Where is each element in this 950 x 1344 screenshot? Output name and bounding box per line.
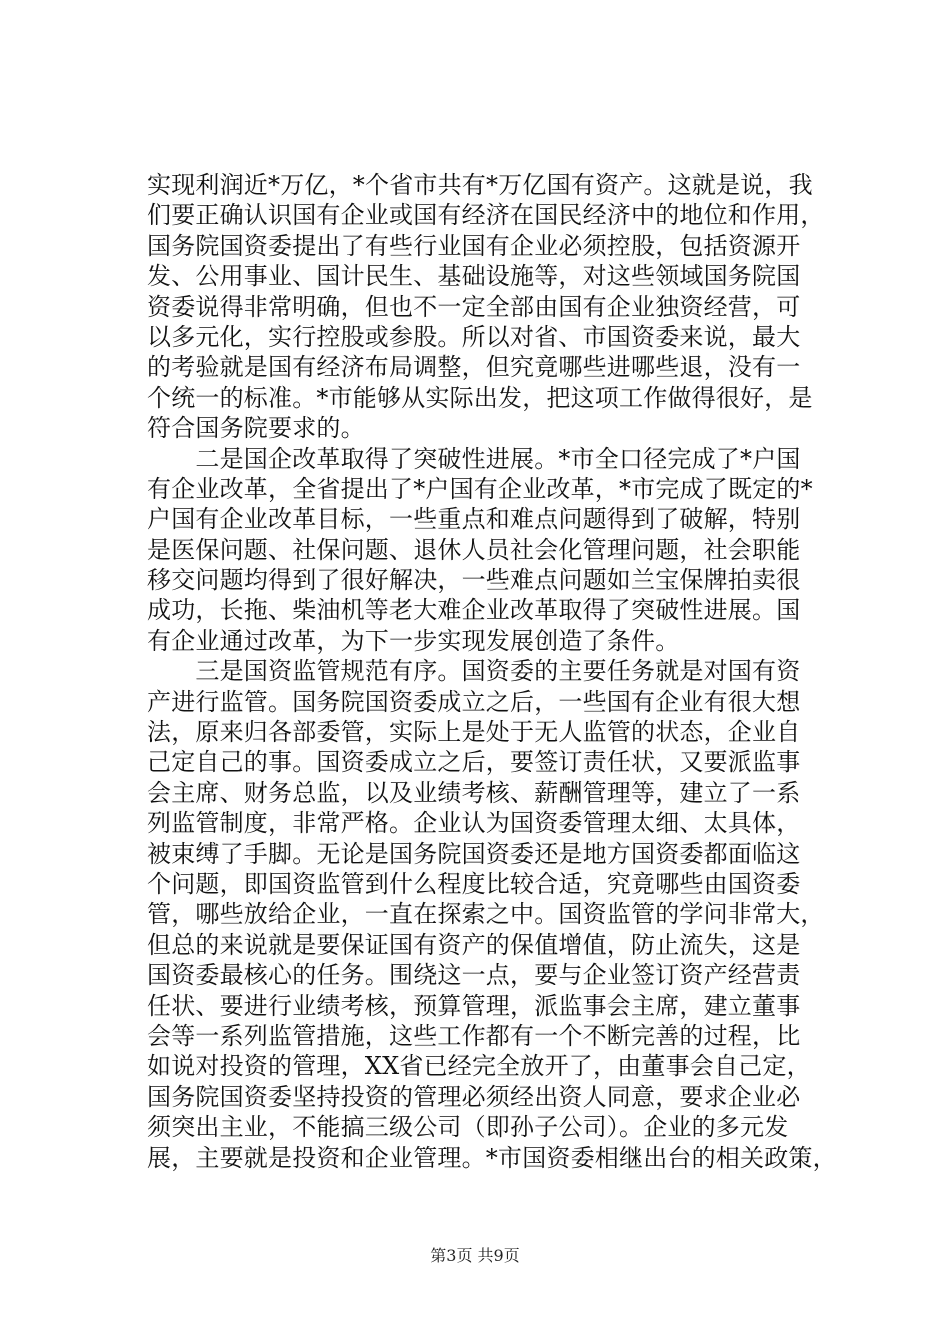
text-line: 如说对投资的管理，XX省已经完全放开了，由董事会自己定， — [147, 1052, 811, 1081]
text-line: 国务院国资委坚持投资的管理必须经出资人同意，要求企业必 — [147, 1082, 801, 1111]
text-line: 有企业通过改革，为下一步实现发展创造了条件。 — [147, 626, 680, 655]
text-line: 资委说得非常明确，但也不一定全部由国有企业独资经营，可 — [147, 292, 801, 321]
text-line: 会等一系列监管措施，这些工作都有一个不断完善的过程，比 — [147, 1021, 801, 1050]
body-text — [147, 170, 837, 1173]
text-line: 以多元化，实行控股或参股。所以对省、市国资委来说，最大 — [147, 322, 801, 351]
text-line: 但总的来说就是要保证国有资产的保值增值，防止流失，这是 — [147, 930, 801, 959]
text-line: 须突出主业，不能搞三级公司（即孙子公司）。企业的多元发 — [147, 1113, 789, 1142]
text-line: 个问题，即国资监管到什么程度比较合适，究竟哪些由国资委 — [147, 869, 801, 898]
text-line: 被束缚了手脚。无论是国务院国资委还是地方国资委都面临这 — [147, 839, 801, 868]
text-line: 国资委最核心的任务。围绕这一点，要与企业签订资产经营责 — [147, 961, 801, 990]
text-line: 法，原来归各部委管，实际上是处于无人监管的状态，企业自 — [147, 718, 801, 747]
text-line: 的考验就是国有经济布局调整，但究竟哪些进哪些退，没有一 — [147, 353, 801, 382]
text-line: 移交问题均得到了很好解决，一些难点问题如兰宝保牌拍卖很 — [147, 566, 801, 595]
text-line: 二是国企改革取得了突破性进展。*市全口径完成了*户国 — [147, 444, 801, 473]
text-line: 展，主要就是投资和企业管理。*市国资委相继出台的相关政策， — [147, 1143, 837, 1172]
text-line: 管，哪些放给企业，一直在探索之中。国资监管的学问非常大， — [147, 900, 825, 929]
page-number-footer: 第3页 共9页 — [430, 1246, 520, 1265]
text-line: 会主席、财务总监，以及业绩考核、薪酬管理等，建立了一系 — [147, 778, 801, 807]
text-line: 个统一的标准。*市能够从实际出发，把这项工作做得很好，是 — [147, 383, 813, 412]
text-line: 列监管制度，非常严格。企业认为国资委管理太细、太具体， — [147, 809, 801, 838]
text-line: 们要正确认识国有企业或国有经济在国民经济中的地位和作用， — [147, 201, 825, 230]
text-line: 任状、要进行业绩考核，预算管理，派监事会主席，建立董事 — [147, 991, 801, 1020]
text-line: 实现利润近*万亿，*个省市共有*万亿国有资产。这就是说，我 — [147, 171, 813, 199]
text-line: 国务院国资委提出了有些行业国有企业必须控股，包括资源开 — [147, 231, 801, 260]
text-line: 成功，长拖、柴油机等老大难企业改革取得了突破性进展。国 — [147, 596, 801, 625]
text-line: 符合国务院要求的。 — [147, 414, 365, 443]
text-line: 有企业改革，全省提出了*户国有企业改革，*市完成了既定的* — [147, 474, 813, 503]
text-line: 户国有企业改革目标，一些重点和难点问题得到了破解，特别 — [147, 505, 801, 534]
text-line: 己定自己的事。国资委成立之后，要签订责任状，又要派监事 — [147, 748, 801, 777]
text-line: 产进行监管。国务院国资委成立之后，一些国有企业有很大想 — [147, 687, 801, 716]
text-line: 发、公用事业、国计民生、基础设施等，对这些领域国务院国 — [147, 262, 801, 291]
text-line: 三是国资监管规范有序。国资委的主要任务就是对国有资 — [147, 657, 801, 686]
text-line: 是医保问题、社保问题、退休人员社会化管理问题，社会职能 — [147, 535, 801, 564]
